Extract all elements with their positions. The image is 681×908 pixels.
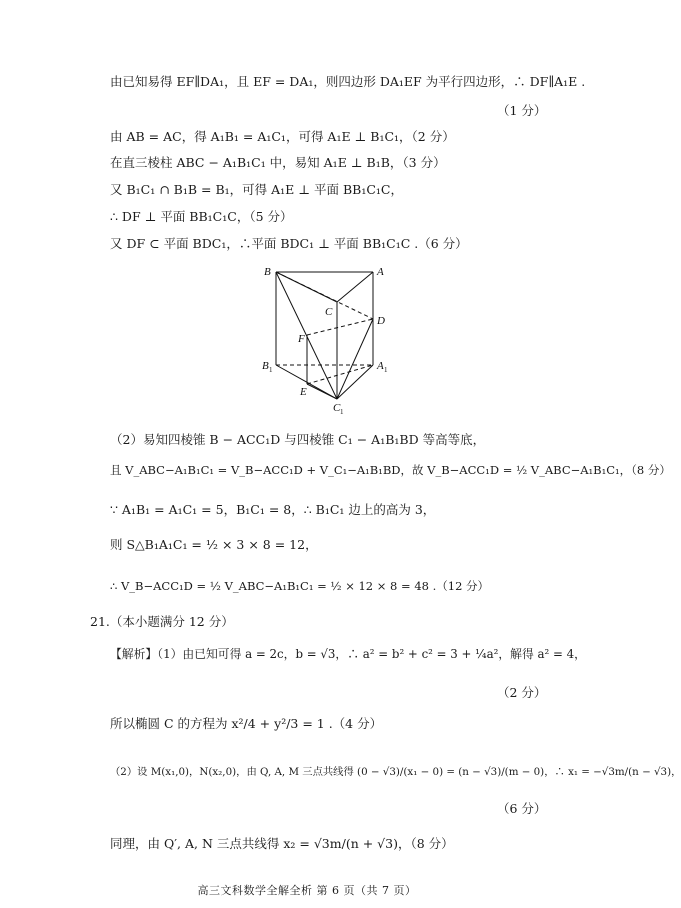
label-C: C	[325, 306, 333, 318]
text-line-1: 由已知易得 EF∥DA₁，且 EF = DA₁，则四边形 DA₁EF 为平行四边形，∴ DF∥A₁E .	[110, 74, 586, 89]
text-line-8: 且 V_ABC−A₁B₁C₁ = V_B−ACC₁D + V_C₁−A₁B₁BD，故 V_B−ACC₁D = ½ V_ABC−A₁B₁C₁，（8 分）	[110, 463, 671, 477]
edge-C1D	[337, 319, 373, 399]
label-C1-sub: 1	[340, 408, 344, 416]
edge-CA	[337, 272, 373, 302]
text-line-13: 【解析】（1）由已知可得 a = 2c，b = √3，∴ a² = b² + c² = 3 + ¼a²，解得 a² = 4，	[110, 647, 586, 661]
prism-figure	[258, 262, 398, 422]
label-A: A	[377, 266, 384, 278]
text-line-6: 又 DF ⊂ 平面 BDC₁，∴平面 BDC₁ ⊥ 平面 BB₁C₁C .（6 分）	[110, 236, 468, 251]
label-A1: A	[377, 360, 384, 372]
edge-FD	[307, 319, 373, 335]
text-line-4: 又 B₁C₁ ∩ B₁B = B₁，可得 A₁E ⊥ 平面 BB₁C₁C，	[110, 182, 403, 197]
text-line-10: 则 S△B₁A₁C₁ = ½ × 3 × 8 = 12，	[110, 537, 318, 552]
text-line-11: ∴ V_B−ACC₁D = ½ V_ABC−A₁B₁C₁ = ½ × 12 × 8 = 48 .（12 分）	[110, 579, 490, 593]
edge-EC1	[307, 384, 337, 399]
text-line-9: ∵ A₁B₁ = A₁C₁ = 5，B₁C₁ = 8，∴ B₁C₁ 边上的高为 3，	[110, 502, 436, 517]
text-line-16: 同理，由 Q′, A, N 三点共线得 x₂ = √3m/(n + √3)，（8 分）	[110, 836, 454, 851]
text-line-2: 由 AB = AC，得 A₁B₁ = A₁C₁，可得 A₁E ⊥ B₁C₁，（2 分）	[110, 129, 455, 144]
label-F: F	[298, 333, 305, 345]
text-line-14: 所以椭圆 C 的方程为 x²/4 + y²/3 = 1 .（4 分）	[110, 716, 383, 731]
score-1: （1 分）	[497, 103, 547, 118]
text-line-7: （2）易知四棱锥 B − ACC₁D 与四棱锥 C₁ − A₁B₁BD 等高等底，	[110, 432, 486, 447]
score-13: （2 分）	[497, 685, 547, 700]
text-line-5: ∴ DF ⊥ 平面 BB₁C₁C，（5 分）	[110, 209, 293, 224]
score-15: （6 分）	[497, 801, 547, 816]
label-B1: B	[262, 360, 269, 372]
label-D: D	[377, 315, 385, 327]
label-B: B	[264, 266, 271, 278]
label-E: E	[300, 386, 307, 398]
text-line-3: 在直三棱柱 ABC − A₁B₁C₁ 中，易知 A₁E ⊥ B₁B，（3 分）	[110, 155, 446, 170]
text-line-15: （2）设 M(x₁,0)，N(x₂,0)，由 Q, A, M 三点共线得 (0 − √3)/(x₁ − 0) = (n − √3)/(m − 0)，∴ x₁ = −√3m/(n − √3)，	[110, 766, 681, 778]
label-C1: C	[333, 402, 341, 414]
label-A1-sub: 1	[384, 366, 388, 374]
label-B1-sub: 1	[269, 366, 273, 374]
problem-21-header: 21.（本小题满分 12 分）	[90, 614, 234, 629]
page-footer: 高三文科数学全解全析 第 6 页（共 7 页）	[197, 884, 417, 897]
